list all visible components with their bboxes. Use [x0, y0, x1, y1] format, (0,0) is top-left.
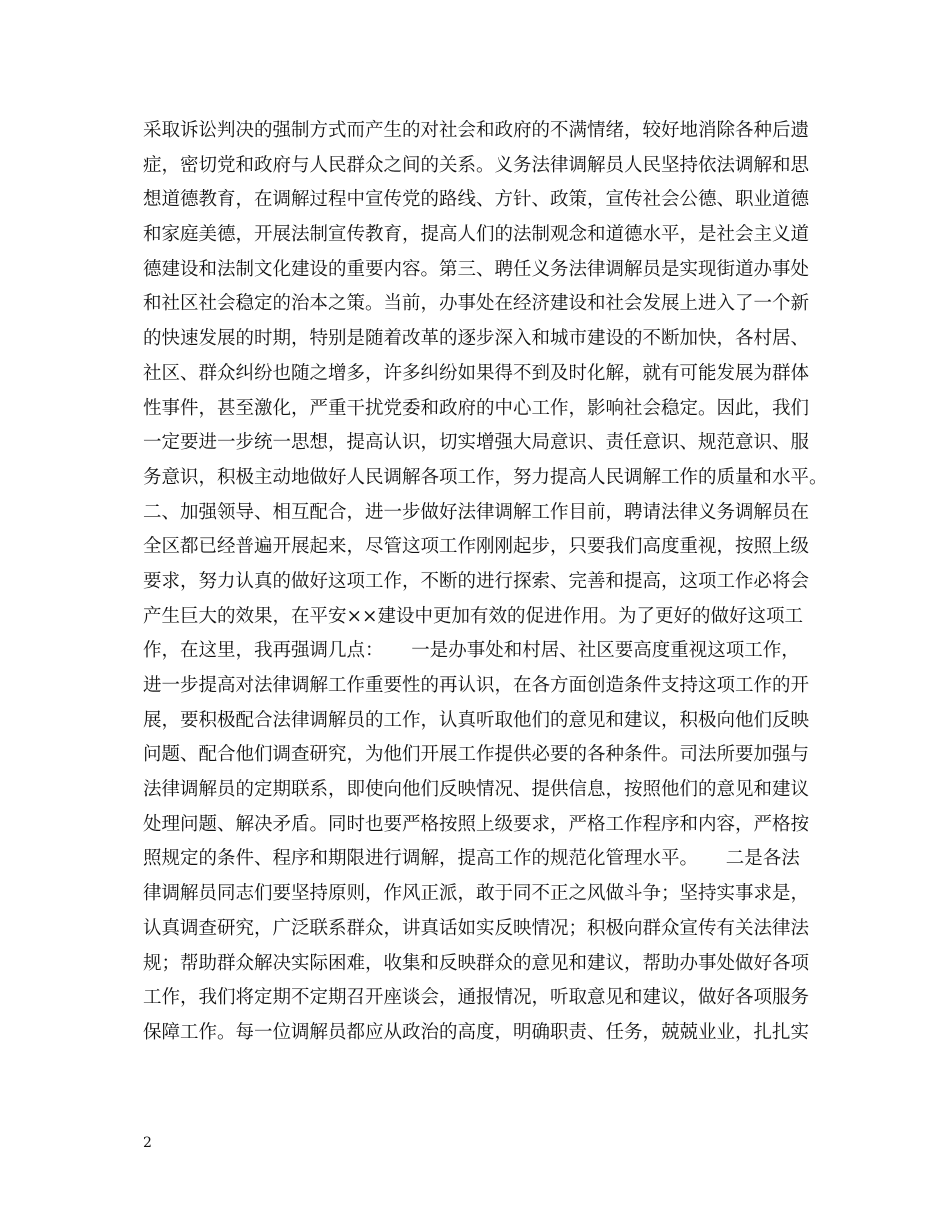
text-line: 想道德教育，在调解过程中宣传党的路线、方针、政策，宣传社会公德、职业道德: [143, 189, 810, 211]
text-line: 全区都已经普遍开展起来，尽管这项工作刚刚起步，只要我们高度重视，按照上级: [143, 536, 810, 558]
text-line: 产生巨大的效果，在平安××建设中更加有效的促进作用。为了更好的做好这项工: [143, 605, 804, 627]
text-line: 务意识，积极主动地做好人民调解各项工作，努力提高人民调解工作的质量和水平。: [143, 466, 828, 488]
text-line: 律调解员同志们要坚持原则，作风正派，敢于同不正之风做斗争；坚持实事求是，: [143, 883, 810, 905]
text-line: 要求，努力认真的做好这项工作，不断的进行探索、完善和提高，这项工作必将会: [143, 570, 810, 592]
text-line: 采取诉讼判决的强制方式而产生的对社会和政府的不满情绪，较好地消除各种后遗: [143, 120, 810, 141]
text-line: 症，密切党和政府与人民群众之间的关系。义务法律调解员人民坚持依法调解和思: [143, 154, 810, 176]
text-line: 规；帮助群众解决实际困难，收集和反映群众的意见和建议，帮助办事处做好各项: [143, 952, 810, 974]
text-line: 认真调查研究，广泛联系群众，讲真话如实反映情况；积极向群众宣传有关法律法: [143, 917, 810, 939]
text-line: 的快速发展的时期，特别是随着改革的逐步深入和城市建设的不断加快，各村居、: [143, 328, 810, 350]
text-line: 社区、群众纠纷也随之增多，许多纠纷如果得不到及时化解，就有可能发展为群体: [143, 362, 810, 384]
body-text: [143, 114, 843, 1051]
text-line: 保障工作。每一位调解员都应从政治的高度，明确职责、任务，兢兢业业，扎扎实: [143, 1021, 810, 1043]
text-line: 一定要进一步统一思想，提高认识，切实增强大局意识、责任意识、规范意识、服: [143, 432, 810, 454]
text-line: 进一步提高对法律调解工作重要性的再认识，在各方面创造条件支持这项工作的开: [143, 675, 810, 696]
text-line: 展，要积极配合法律调解员的工作，认真听取他们的意见和建议，积极向他们反映: [143, 709, 810, 731]
page-number: 2: [143, 1135, 152, 1151]
text-line: 德建设和法制文化建设的重要内容。第三、聘任义务法律调解员是实现街道办事处: [143, 258, 810, 280]
text-line: 法律调解员的定期联系，即使向他们反映情况、提供信息，按照他们的意见和建议: [143, 779, 810, 801]
text-line: 作，在这里，我再强调几点： 一是办事处和村居、社区要高度重视这项工作，: [143, 640, 800, 662]
text-line: 和家庭美德，开展法制宣传教育，提高人们的法制观念和道德水平，是社会主义道: [143, 224, 810, 246]
text-line: 照规定的条件、程序和期限进行调解，提高工作的规范化管理水平。 二是各法: [143, 848, 800, 870]
text-line: 性事件，甚至激化，严重干扰党委和政府的中心工作，影响社会稳定。因此，我们: [143, 397, 810, 419]
text-line: 处理问题、解决矛盾。同时也要严格按照上级要求，严格工作程序和内容，严格按: [143, 813, 810, 835]
text-line: 问题、配合他们调查研究，为他们开展工作提供必要的各种条件。司法所要加强与: [143, 744, 810, 766]
text-line: 和社区社会稳定的治本之策。当前，办事处在经济建设和社会发展上进入了一个新: [143, 293, 810, 315]
text-line: 工作，我们将定期不定期召开座谈会，通报情况，听取意见和建议，做好各项服务: [143, 987, 810, 1009]
text-line: 二、加强领导、相互配合，进一步做好法律调解工作目前，聘请法律义务调解员在: [143, 501, 810, 523]
